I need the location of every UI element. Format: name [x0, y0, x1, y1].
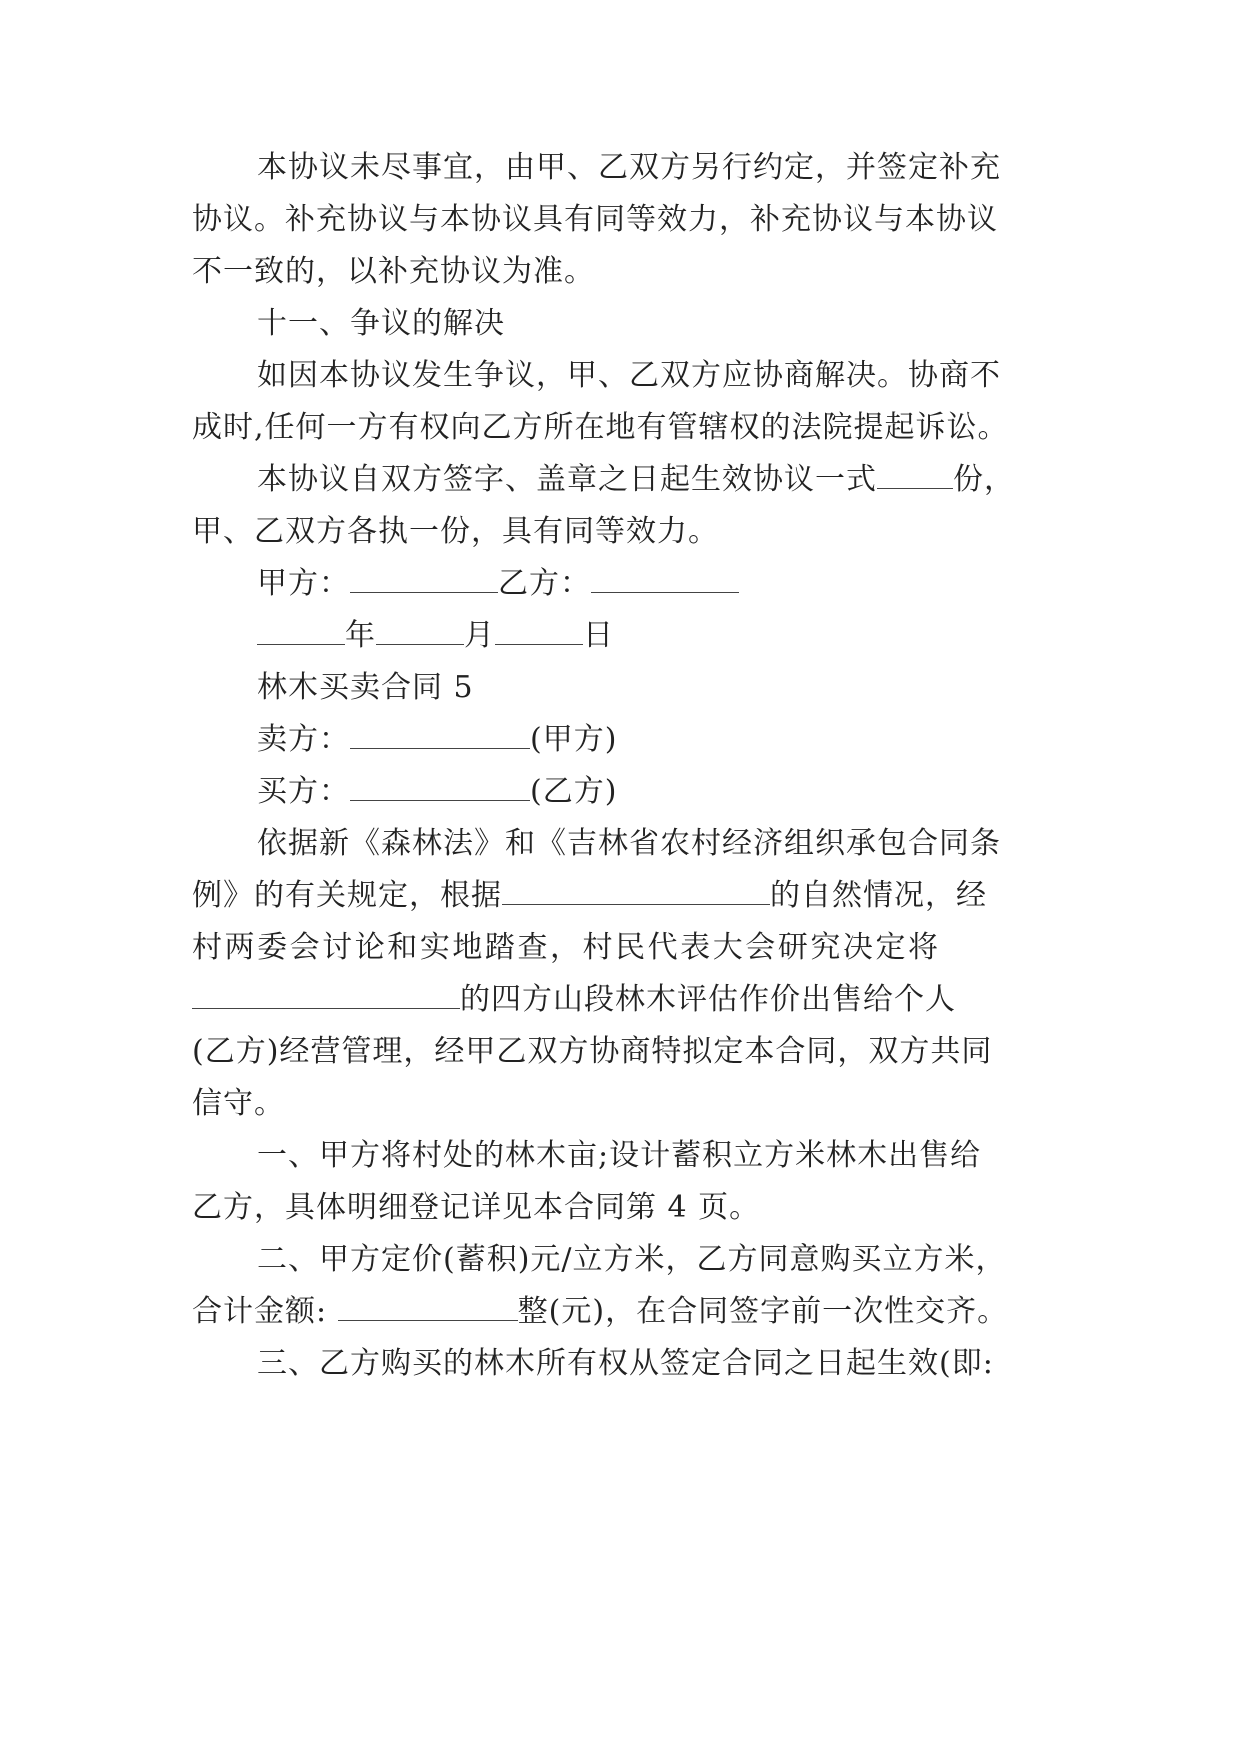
paragraph-line: 甲、乙双方各执一份，具有同等效力。: [192, 514, 719, 549]
fill-blank: [338, 1294, 518, 1321]
party-b-label: 乙方：: [498, 566, 591, 601]
fill-blank: [350, 774, 530, 801]
party-a-label: 甲方：: [257, 566, 350, 601]
fill-blank: [376, 618, 464, 645]
date-month-label: 月: [464, 618, 495, 653]
paragraph-line: [257, 460, 1015, 500]
paragraph-line: 二、甲方定价(蓄积)元/立方米，乙方同意购买立方米，: [257, 1242, 1007, 1277]
paragraph-line: [192, 876, 987, 916]
fill-blank: [591, 566, 739, 593]
contract-title: 林木买卖合同 5: [257, 670, 474, 705]
paragraph-line: 乙方，具体明细登记详见本合同第 4 页。: [192, 1190, 761, 1225]
paragraph-line: 成时,任何一方有权向乙方所在地有管辖权的法院提起诉讼。: [192, 410, 1009, 445]
section-heading: 十一、争议的解决: [257, 306, 505, 341]
paragraph-text: 的自然情况，经: [770, 878, 987, 913]
paragraph-text: 的四方山段林木评估作价出售给个人: [460, 982, 956, 1017]
paragraph-line: 一、甲方将村处的林木亩;设计蓄积立方米林木出售给: [257, 1138, 982, 1173]
date-line: [257, 616, 614, 656]
paragraph-text: 例》的有关规定，根据: [192, 878, 502, 913]
paragraph-line: (乙方)经营管理，经甲乙双方协商特拟定本合同，双方共同: [192, 1034, 993, 1069]
seller-line: [257, 720, 617, 760]
date-day-label: 日: [583, 618, 614, 653]
fill-blank: [877, 462, 953, 489]
fill-blank: [350, 722, 530, 749]
paragraph-line: 村两委会讨论和实地踏查，村民代表大会研究决定将: [192, 930, 939, 965]
paragraph-line: 依据新《森林法》和《吉林省农村经济组织承包合同条: [257, 826, 1001, 861]
paragraph-line: 不一致的，以补充协议为准。: [192, 254, 595, 289]
paragraph-line: 本协议未尽事宜，由甲、乙双方另行约定，并签定补充: [257, 150, 1001, 185]
fill-blank: [257, 618, 345, 645]
buyer-label: 买方：: [257, 774, 350, 809]
fill-blank: [192, 982, 460, 1009]
paragraph-text: 份，: [953, 462, 1015, 497]
buyer-line: [257, 772, 617, 812]
paragraph-text: 本协议自双方签字、盖章之日起生效协议一式: [257, 462, 877, 497]
paragraph-line: [192, 980, 956, 1020]
signature-line: [257, 564, 739, 604]
seller-label: 卖方：: [257, 722, 350, 757]
paragraph-text: 合计金额:: [192, 1294, 328, 1329]
buyer-suffix: (乙方): [530, 774, 618, 809]
paragraph-line: [192, 1292, 1008, 1332]
paragraph-line: 如因本协议发生争议，甲、乙双方应协商解决。协商不: [257, 358, 1001, 393]
fill-blank: [350, 566, 498, 593]
seller-suffix: (甲方): [530, 722, 618, 757]
paragraph-line: 三、乙方购买的林木所有权从签定合同之日起生效(即:: [257, 1346, 994, 1381]
fill-blank: [495, 618, 583, 645]
paragraph-line: 协议。补充协议与本协议具有同等效力，补充协议与本协议: [192, 202, 998, 237]
paragraph-text: 整(元)，在合同签字前一次性交齐。: [517, 1294, 1009, 1329]
fill-blank: [502, 878, 770, 905]
date-year-label: 年: [345, 618, 376, 653]
paragraph-line: 信守。: [192, 1086, 285, 1121]
